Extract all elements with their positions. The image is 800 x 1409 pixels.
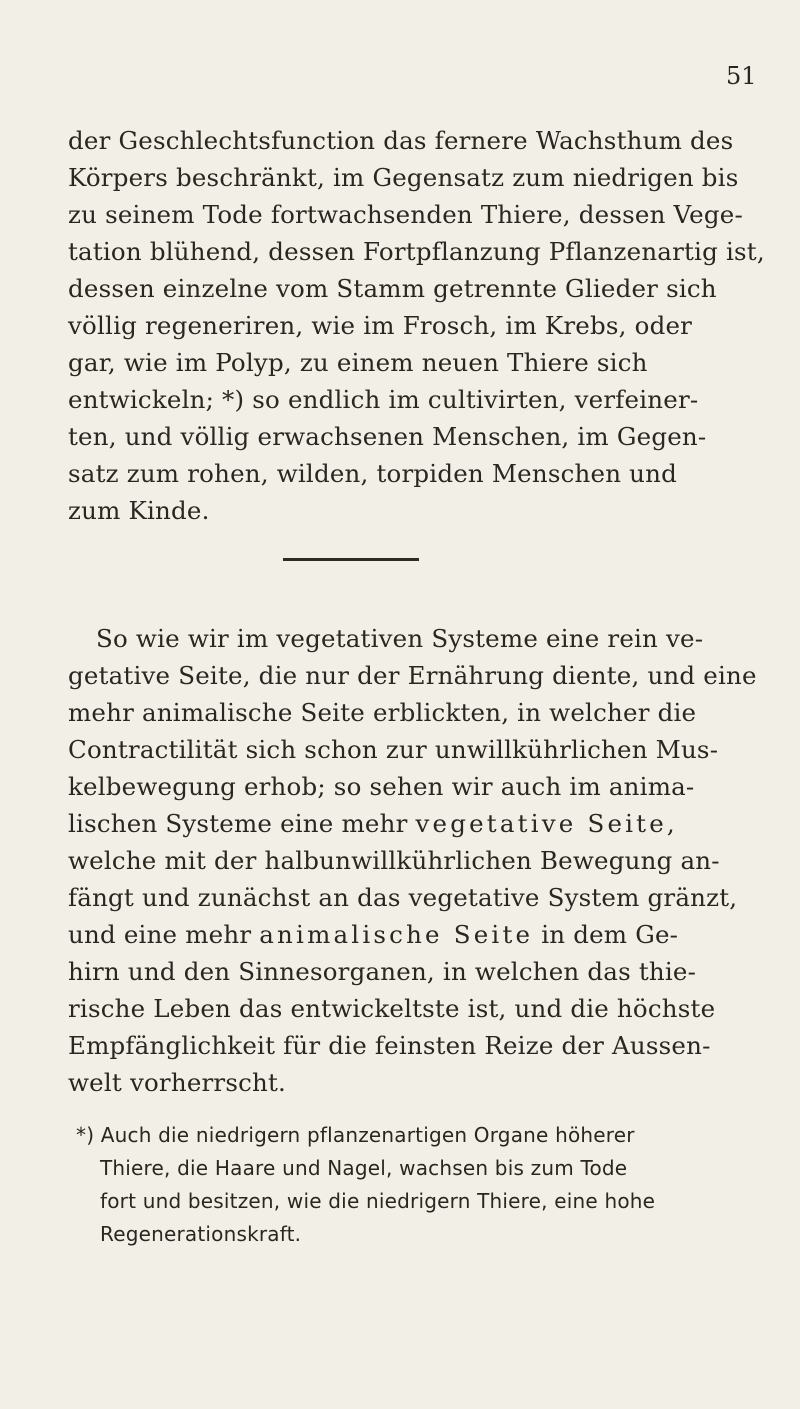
text-segment: lischen Systeme eine mehr bbox=[68, 809, 416, 838]
footnote-line: Regenerationskraft. bbox=[100, 1222, 302, 1246]
text-line: So wie wir im vegetativen Systeme eine rein ve- bbox=[96, 624, 704, 653]
text-line: gar, wie im Polyp, zu einem neuen Thiere sich bbox=[68, 348, 648, 377]
emphasized-text: animalische Seite bbox=[259, 920, 534, 949]
text-line: hirn und den Sinnesorganen, in welchen das thie- bbox=[68, 957, 697, 986]
text-line: fängt und zunächst an das vegetative System gränzt, bbox=[68, 883, 738, 912]
text-line: ten, und völlig erwachsenen Menschen, im Gegen- bbox=[68, 422, 707, 451]
text-line: völlig regeneriren, wie im Frosch, im Krebs, oder bbox=[68, 311, 693, 340]
text-segment: in dem Ge- bbox=[533, 920, 679, 949]
text-line: welt vorherrscht. bbox=[68, 1068, 287, 1097]
text-line: dessen einzelne vom Stamm getrennte Glieder sich bbox=[68, 274, 717, 303]
text-line: zu seinem Tode fortwachsenden Thiere, dessen Vege- bbox=[68, 200, 743, 229]
text-line: kelbewegung erhob; so sehen wir auch im anima- bbox=[68, 772, 695, 801]
text-line bbox=[68, 920, 679, 949]
text-line: Contractilität sich schon zur unwillkührlichen Mus- bbox=[68, 735, 719, 764]
footnote-line: fort und besitzen, wie die niedrigern Thiere, eine hohe bbox=[100, 1189, 656, 1213]
text-line: Körpers beschränkt, im Gegensatz zum niedrigen bis bbox=[68, 163, 739, 192]
text-line: satz zum rohen, wilden, torpiden Menschen und bbox=[68, 459, 678, 488]
footnote-line: Thiere, die Haare und Nagel, wachsen bis zum Tode bbox=[100, 1156, 628, 1180]
footnote-line: *) Auch die niedrigern pflanzenartigen Organe höherer bbox=[76, 1123, 635, 1147]
text-line: getative Seite, die nur der Ernährung diente, und eine bbox=[68, 661, 757, 690]
text-segment: und eine mehr bbox=[68, 920, 260, 949]
text-line: entwickeln; *) so endlich im cultivirten, verfeiner- bbox=[68, 385, 699, 414]
text-line bbox=[68, 809, 678, 838]
text-line: der Geschlechtsfunction das fernere Wachsthum des bbox=[68, 126, 734, 155]
emphasized-text: vegetative Seite, bbox=[415, 809, 678, 838]
section-divider bbox=[283, 558, 419, 561]
text-line: mehr animalische Seite erblickten, in welcher die bbox=[68, 698, 697, 727]
text-line: tation blühend, dessen Fortpflanzung Pflanzenartig ist, bbox=[68, 237, 765, 266]
text-line: Empfänglichkeit für die feinsten Reize der Aussen- bbox=[68, 1031, 711, 1060]
page-number: 51 bbox=[726, 62, 757, 90]
text-line: zum Kinde. bbox=[68, 496, 210, 525]
text-line: welche mit der halbunwillkührlichen Bewegung an- bbox=[68, 846, 720, 875]
text-line: rische Leben das entwickeltste ist, und die höchste bbox=[68, 994, 716, 1023]
